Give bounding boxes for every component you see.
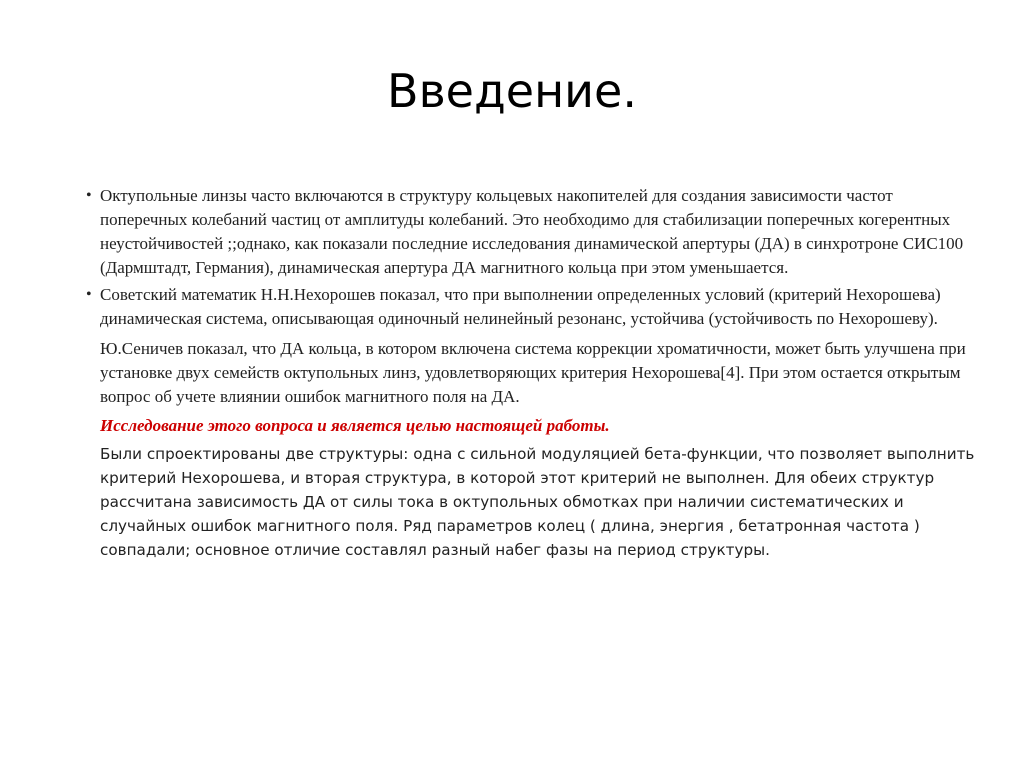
paragraph-text: Ю.Сеничев показал, что ДА кольца, в котором включена система коррекции хроматичности, может быть улучшена при установке двух семейств октупольных линз, удовлетворяющих критерия Нехорошева[4]. При этом остается открытым вопрос об учете влиянии ошибок магнитного поля на ДА. bbox=[100, 339, 966, 406]
paragraph-text: Были спроектированы две структуры: одна с сильной модуляцией бета-функции, что позволяет выполнить критерий Нехорошева, и вторая структура, в которой этот критерий не выполнен. Для обеих структур рассчитана зависимость ДА от силы тока в октупольных обмотках при наличии систематических и случайных ошибок магнитного поля. Ряд параметров колец ( длина, энергия , бетатронная частота ) совпадали; основное отличие составлял разный набег фазы на период структуры. bbox=[100, 445, 975, 559]
paragraph-senichev bbox=[58, 337, 978, 409]
research-goal-statement: Исследование этого вопроса и является целью настоящей работы. bbox=[100, 416, 610, 435]
bullet-item-octupole-lenses bbox=[58, 184, 978, 280]
paragraph-text: Советский математик Н.Н.Нехорошев показал, что при выполнении определенных условий (критерий Нехорошева) динамическая система, описывающая одиночный нелинейный резонанс, устойчива (устойчивость по Нехорошеву). bbox=[100, 285, 941, 328]
bullet-item-nekhoroshev bbox=[58, 283, 978, 331]
paragraph-text: Октупольные линзы часто включаются в структуру кольцевых накопителей для создания зависимости частот поперечных колебаний частиц от амплитуды колебаний. Это необходимо для стабилизации поперечных когерентных неустойчивостей ;;однако, как показали последние исследования динамической апертуры (ДА) в синхротроне СИС100 (Дармштадт, Германия), динамическая апертура ДА магнитного кольца при этом уменьшается. bbox=[100, 186, 964, 277]
bullet-dot-icon: • bbox=[86, 286, 92, 303]
paragraph-structures bbox=[58, 442, 978, 562]
bullet-dot-icon: • bbox=[86, 187, 92, 204]
slide-title: Введение. bbox=[387, 64, 637, 118]
slide-content bbox=[58, 184, 978, 562]
